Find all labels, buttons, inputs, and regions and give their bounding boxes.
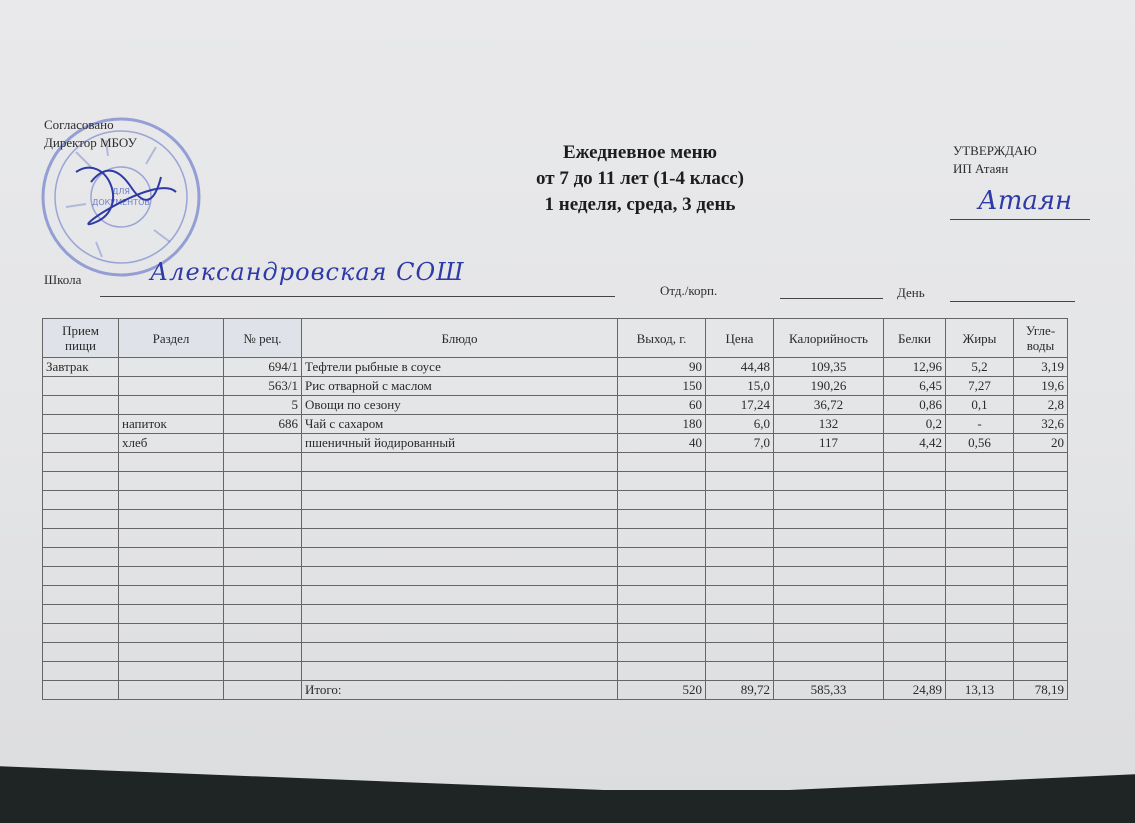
cell-protein: 0,2 xyxy=(884,415,946,434)
cell-carbs xyxy=(1014,662,1068,681)
cell-yield xyxy=(618,472,706,491)
empty-table-row xyxy=(43,491,1068,510)
cell-section xyxy=(119,586,224,605)
cell-price: 89,72 xyxy=(706,681,774,700)
cell-recipe-no: 563/1 xyxy=(224,377,302,396)
table-row xyxy=(43,377,1068,396)
cell-yield: 60 xyxy=(618,396,706,415)
cell-recipe-no xyxy=(224,605,302,624)
signature-underline xyxy=(950,219,1090,220)
cell-carbs: 2,8 xyxy=(1014,396,1068,415)
table-row xyxy=(43,358,1068,377)
cell-carbs xyxy=(1014,643,1068,662)
cell-protein xyxy=(884,453,946,472)
cell-meal xyxy=(43,643,119,662)
cell-calories xyxy=(774,491,884,510)
header-section: Раздел xyxy=(119,319,224,358)
cell-protein xyxy=(884,586,946,605)
cell-protein xyxy=(884,624,946,643)
cell-price: 6,0 xyxy=(706,415,774,434)
cell-meal xyxy=(43,415,119,434)
empty-table-row xyxy=(43,586,1068,605)
cell-fat: 13,13 xyxy=(946,681,1014,700)
cell-recipe-no xyxy=(224,681,302,700)
cell-recipe-no xyxy=(224,643,302,662)
cell-yield: 40 xyxy=(618,434,706,453)
cell-price: 15,0 xyxy=(706,377,774,396)
cell-carbs: 3,19 xyxy=(1014,358,1068,377)
cell-dish xyxy=(302,586,618,605)
cell-price xyxy=(706,510,774,529)
cell-dish: Чай с сахаром xyxy=(302,415,618,434)
cell-carbs xyxy=(1014,567,1068,586)
cell-calories xyxy=(774,453,884,472)
empty-table-row xyxy=(43,453,1068,472)
cell-dish xyxy=(302,567,618,586)
approval-left-line1: Согласовано xyxy=(44,117,114,132)
cell-section xyxy=(119,548,224,567)
empty-table-row xyxy=(43,643,1068,662)
empty-table-row xyxy=(43,529,1068,548)
svg-text:ДОКУМЕНТОВ: ДОКУМЕНТОВ xyxy=(92,198,150,207)
cell-section: напиток xyxy=(119,415,224,434)
cell-dish xyxy=(302,605,618,624)
cell-section xyxy=(119,472,224,491)
cell-fat xyxy=(946,586,1014,605)
approval-right-line2: ИП Атаян xyxy=(953,161,1009,176)
empty-table-row xyxy=(43,605,1068,624)
header-yield: Выход, г. xyxy=(618,319,706,358)
cell-yield: 520 xyxy=(618,681,706,700)
cell-section xyxy=(119,396,224,415)
cell-section xyxy=(119,624,224,643)
cell-carbs: 78,19 xyxy=(1014,681,1068,700)
cell-section xyxy=(119,453,224,472)
cell-price xyxy=(706,472,774,491)
cell-section xyxy=(119,643,224,662)
cell-meal xyxy=(43,472,119,491)
cell-yield xyxy=(618,548,706,567)
approval-right-line1: УТВЕРЖДАЮ xyxy=(953,143,1037,158)
cell-meal: Завтрак xyxy=(43,358,119,377)
cell-fat xyxy=(946,624,1014,643)
cell-price xyxy=(706,567,774,586)
cell-protein: 4,42 xyxy=(884,434,946,453)
cell-price xyxy=(706,662,774,681)
cell-calories: 132 xyxy=(774,415,884,434)
cell-protein xyxy=(884,605,946,624)
cell-yield xyxy=(618,662,706,681)
cell-meal xyxy=(43,605,119,624)
cell-meal xyxy=(43,567,119,586)
header-meal: Прием пищи xyxy=(43,319,119,358)
cell-protein xyxy=(884,491,946,510)
cell-carbs: 32,6 xyxy=(1014,415,1068,434)
cell-dish: пшеничный йодированный xyxy=(302,434,618,453)
empty-table-row xyxy=(43,624,1068,643)
cell-dish xyxy=(302,472,618,491)
cell-fat xyxy=(946,453,1014,472)
table-header-row xyxy=(43,319,1068,358)
cell-calories xyxy=(774,605,884,624)
table-row xyxy=(43,434,1068,453)
cell-section xyxy=(119,662,224,681)
cell-protein xyxy=(884,548,946,567)
cell-carbs xyxy=(1014,586,1068,605)
cell-dish: Рис отварной с маслом xyxy=(302,377,618,396)
school-underline xyxy=(100,296,615,297)
cell-dish xyxy=(302,453,618,472)
dept-label: Отд./корп. xyxy=(660,283,718,298)
cell-calories xyxy=(774,529,884,548)
cell-price xyxy=(706,643,774,662)
cell-protein xyxy=(884,472,946,491)
svg-text:ДЛЯ: ДЛЯ xyxy=(112,187,130,196)
cell-recipe-no xyxy=(224,529,302,548)
cell-carbs xyxy=(1014,605,1068,624)
cell-fat: 7,27 xyxy=(946,377,1014,396)
cell-carbs xyxy=(1014,529,1068,548)
cell-dish xyxy=(302,491,618,510)
cell-recipe-no: 694/1 xyxy=(224,358,302,377)
cell-section xyxy=(119,377,224,396)
table-row xyxy=(43,415,1068,434)
cell-yield xyxy=(618,529,706,548)
cell-calories: 109,35 xyxy=(774,358,884,377)
header-dish: Блюдо xyxy=(302,319,618,358)
day-underline xyxy=(950,301,1075,302)
right-signature: Атаян xyxy=(978,186,1073,216)
cell-protein: 0,86 xyxy=(884,396,946,415)
cell-section xyxy=(119,510,224,529)
school-name-handwritten: Александровская СОШ xyxy=(150,258,465,286)
cell-calories xyxy=(774,662,884,681)
cell-price xyxy=(706,453,774,472)
cell-price: 17,24 xyxy=(706,396,774,415)
header-carbs: Угле-воды xyxy=(1014,319,1068,358)
cell-meal xyxy=(43,377,119,396)
cell-section xyxy=(119,491,224,510)
cell-fat xyxy=(946,605,1014,624)
cell-yield: 180 xyxy=(618,415,706,434)
cell-meal xyxy=(43,662,119,681)
cell-price xyxy=(706,586,774,605)
empty-table-row xyxy=(43,567,1068,586)
cell-section xyxy=(119,529,224,548)
cell-calories xyxy=(774,510,884,529)
cell-fat: 0,1 xyxy=(946,396,1014,415)
cell-meal xyxy=(43,529,119,548)
title-line-2: от 7 до 11 лет (1-4 класс) xyxy=(535,168,745,189)
cell-carbs xyxy=(1014,491,1068,510)
menu-table xyxy=(42,318,1068,700)
cell-recipe-no xyxy=(224,548,302,567)
cell-yield xyxy=(618,567,706,586)
cell-yield xyxy=(618,586,706,605)
cell-fat xyxy=(946,662,1014,681)
cell-dish xyxy=(302,510,618,529)
cell-yield xyxy=(618,624,706,643)
cell-recipe-no xyxy=(224,434,302,453)
cell-section xyxy=(119,605,224,624)
cell-recipe-no xyxy=(224,586,302,605)
cell-yield xyxy=(618,605,706,624)
table-row xyxy=(43,396,1068,415)
cell-calories xyxy=(774,624,884,643)
cell-price: 44,48 xyxy=(706,358,774,377)
cell-carbs xyxy=(1014,510,1068,529)
cell-dish xyxy=(302,529,618,548)
title-line-3: 1 неделя, среда, 3 день xyxy=(544,194,736,215)
cell-protein xyxy=(884,529,946,548)
cell-fat xyxy=(946,472,1014,491)
cell-meal xyxy=(43,548,119,567)
cell-section xyxy=(119,567,224,586)
cell-meal xyxy=(43,681,119,700)
header-recipe-no: № рец. xyxy=(224,319,302,358)
cell-fat xyxy=(946,548,1014,567)
cell-carbs: 20 xyxy=(1014,434,1068,453)
cell-dish: Тефтели рыбные в соусе xyxy=(302,358,618,377)
cell-meal xyxy=(43,434,119,453)
cell-carbs xyxy=(1014,472,1068,491)
cell-recipe-no xyxy=(224,472,302,491)
cell-yield: 150 xyxy=(618,377,706,396)
header-price: Цена xyxy=(706,319,774,358)
menu-title xyxy=(440,140,840,218)
cell-section: хлеб xyxy=(119,434,224,453)
cell-price xyxy=(706,548,774,567)
cell-protein: 24,89 xyxy=(884,681,946,700)
cell-dish: Итого: xyxy=(302,681,618,700)
cell-fat xyxy=(946,567,1014,586)
cell-meal xyxy=(43,624,119,643)
cell-price xyxy=(706,605,774,624)
empty-table-row xyxy=(43,548,1068,567)
empty-table-row xyxy=(43,510,1068,529)
cell-calories xyxy=(774,567,884,586)
cell-protein xyxy=(884,662,946,681)
cell-dish xyxy=(302,624,618,643)
cell-calories: 36,72 xyxy=(774,396,884,415)
cell-fat xyxy=(946,643,1014,662)
cell-recipe-no xyxy=(224,624,302,643)
cell-protein xyxy=(884,567,946,586)
dept-underline xyxy=(780,298,883,299)
header-fat: Жиры xyxy=(946,319,1014,358)
cell-carbs xyxy=(1014,453,1068,472)
cell-fat: 5,2 xyxy=(946,358,1014,377)
cell-fat xyxy=(946,491,1014,510)
cell-price xyxy=(706,624,774,643)
cell-fat: 0,56 xyxy=(946,434,1014,453)
day-label: День xyxy=(897,285,925,300)
header-protein: Белки xyxy=(884,319,946,358)
cell-price: 7,0 xyxy=(706,434,774,453)
header-calories: Калорийность xyxy=(774,319,884,358)
empty-table-row xyxy=(43,662,1068,681)
cell-dish xyxy=(302,643,618,662)
cell-section xyxy=(119,681,224,700)
title-line-1: Ежедневное меню xyxy=(562,142,718,163)
cell-recipe-no xyxy=(224,491,302,510)
cell-calories: 190,26 xyxy=(774,377,884,396)
cell-protein xyxy=(884,643,946,662)
cell-carbs xyxy=(1014,548,1068,567)
cell-yield xyxy=(618,643,706,662)
cell-meal xyxy=(43,491,119,510)
cell-carbs: 19,6 xyxy=(1014,377,1068,396)
cell-dish: Овощи по сезону xyxy=(302,396,618,415)
cell-yield xyxy=(618,453,706,472)
cell-meal xyxy=(43,453,119,472)
cell-protein: 6,45 xyxy=(884,377,946,396)
cell-price xyxy=(706,491,774,510)
cell-recipe-no xyxy=(224,510,302,529)
cell-yield: 90 xyxy=(618,358,706,377)
cell-carbs xyxy=(1014,624,1068,643)
cell-recipe-no: 686 xyxy=(224,415,302,434)
cell-fat xyxy=(946,510,1014,529)
school-label: Школа xyxy=(44,272,82,287)
cell-protein xyxy=(884,510,946,529)
cell-meal xyxy=(43,586,119,605)
cell-recipe-no xyxy=(224,567,302,586)
cell-fat: - xyxy=(946,415,1014,434)
cell-recipe-no xyxy=(224,662,302,681)
cell-calories: 117 xyxy=(774,434,884,453)
total-row xyxy=(43,681,1068,700)
cell-yield xyxy=(618,510,706,529)
approval-left-line2: Директор МБОУ xyxy=(44,135,137,150)
cell-calories xyxy=(774,548,884,567)
cell-calories xyxy=(774,586,884,605)
cell-protein: 12,96 xyxy=(884,358,946,377)
empty-table-row xyxy=(43,472,1068,491)
cell-dish xyxy=(302,662,618,681)
cell-fat xyxy=(946,529,1014,548)
cell-calories: 585,33 xyxy=(774,681,884,700)
cell-meal xyxy=(43,396,119,415)
cell-recipe-no: 5 xyxy=(224,396,302,415)
cell-section xyxy=(119,358,224,377)
cell-meal xyxy=(43,510,119,529)
cell-calories xyxy=(774,643,884,662)
cell-yield xyxy=(618,491,706,510)
cell-recipe-no xyxy=(224,453,302,472)
cell-dish xyxy=(302,548,618,567)
cell-calories xyxy=(774,472,884,491)
cell-price xyxy=(706,529,774,548)
